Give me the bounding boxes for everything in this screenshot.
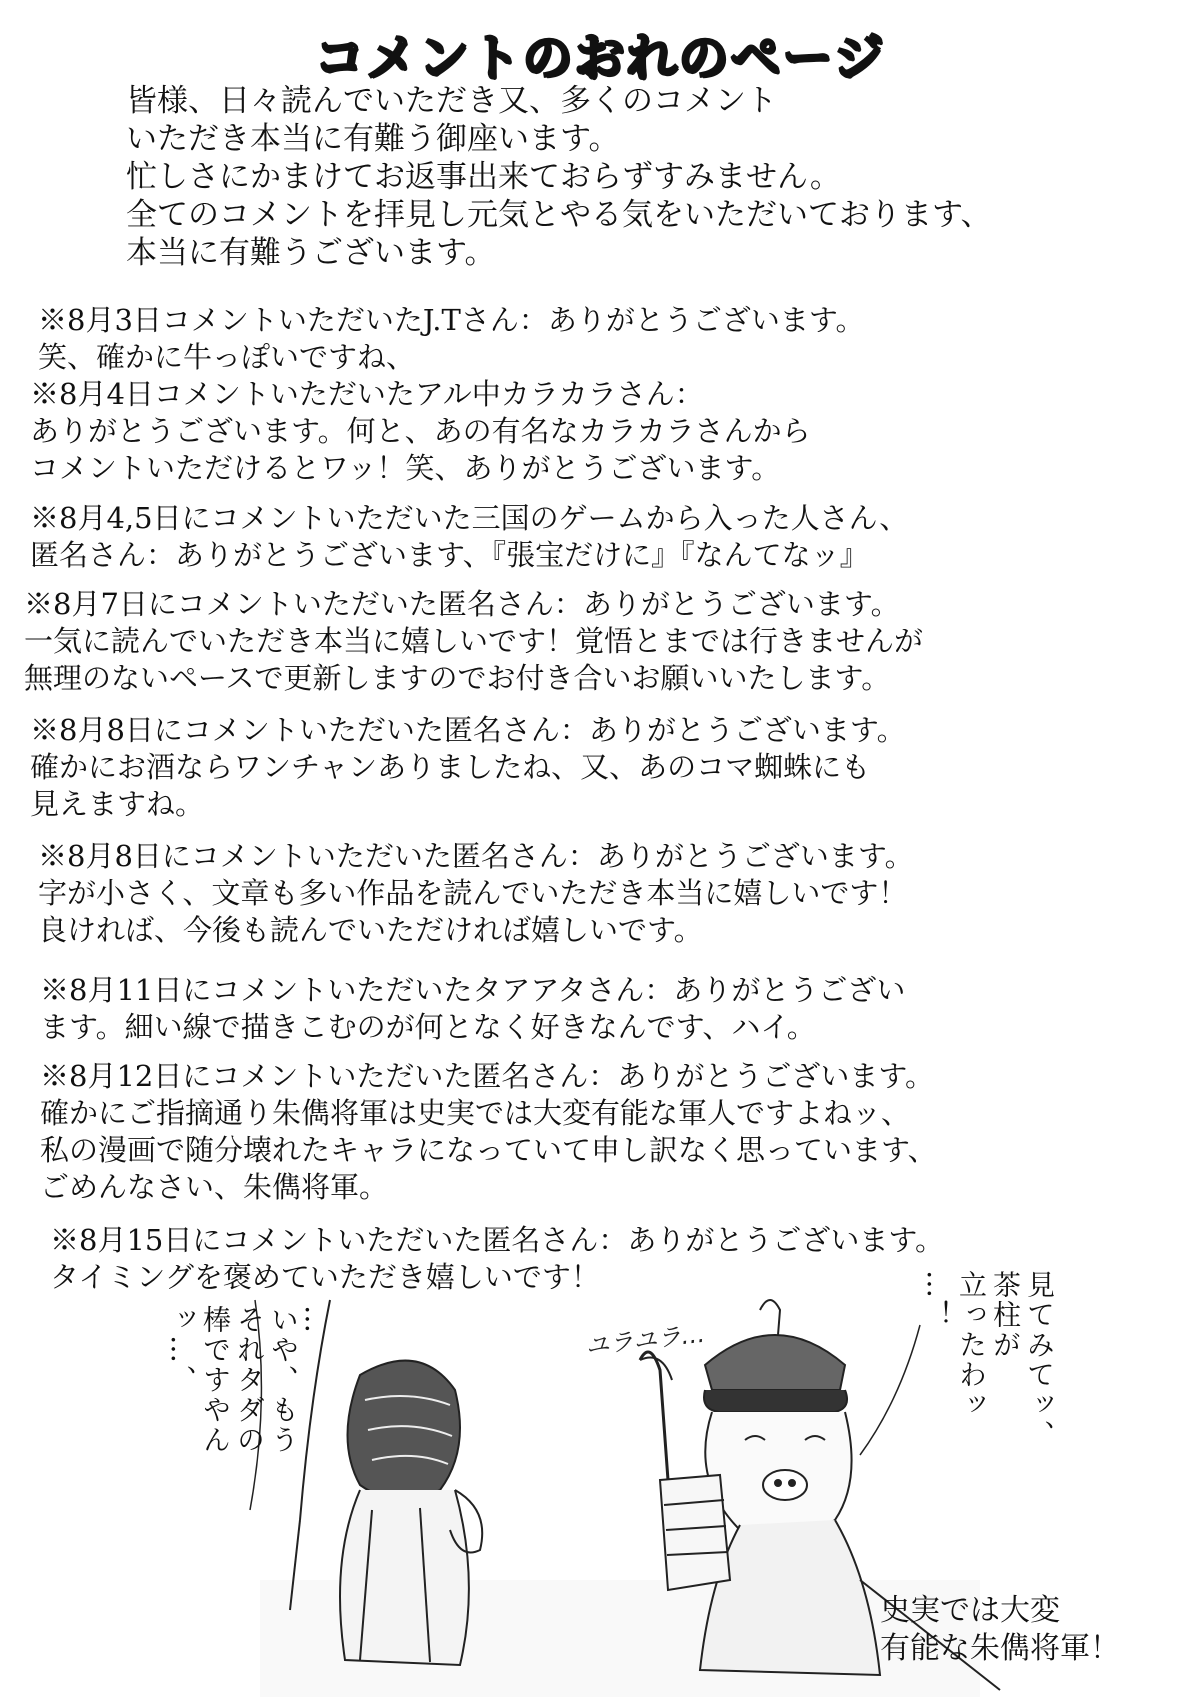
comment-reply-6 bbox=[38, 838, 914, 949]
comment-line: 匿名さん：ありがとうございます、『張宝だけに』『なんてなッ』 bbox=[30, 538, 869, 572]
comment-reply-4 bbox=[24, 586, 923, 697]
comment-reply-8 bbox=[40, 1058, 937, 1206]
intro-paragraph bbox=[126, 82, 1166, 272]
intro-line: 皆様、日々読んでいただき又、多くのコメント bbox=[126, 83, 777, 119]
intro-line: 全てのコメントを拝見し元気とやる気をいただいております、 bbox=[126, 197, 992, 233]
comment-line: 笑、確かに牛っぽいですね、 bbox=[38, 340, 416, 374]
comment-line: ※8月4,5日にコメントいただいた三国のゲームから入った人さん、 bbox=[30, 501, 909, 535]
caption-historical-note bbox=[880, 1592, 1120, 1668]
intro-line: 本当に有難うございます。 bbox=[126, 235, 496, 271]
comment-line: 確かにお酒ならワンチャンありましたね、又、あのコマ蜘蛛にも bbox=[30, 750, 871, 784]
comment-line: ※8月8日にコメントいただいた匿名さん：ありがとうございます。 bbox=[38, 839, 914, 873]
comment-line: ※8月7日にコメントいただいた匿名さん：ありがとうございます。 bbox=[24, 587, 900, 621]
comment-line: 私の漫画で随分壊れたキャラになっていて申し訳なく思っています、 bbox=[40, 1133, 937, 1167]
comment-line: ※8月4日コメントいただいたアル中カラカラさん： bbox=[30, 377, 704, 411]
comment-line: 見えますね。 bbox=[30, 787, 205, 821]
comment-line: ※8月8日にコメントいただいた匿名さん：ありがとうございます。 bbox=[30, 713, 906, 747]
comment-line: タイミングを褒めていただき嬉しいです！ bbox=[50, 1260, 600, 1294]
comment-reply-2 bbox=[30, 376, 811, 487]
comment-line: コメントいただけるとワッ！笑、ありがとうございます。 bbox=[30, 451, 781, 485]
comment-line: ありがとうございます。何と、あの有名なカラカラさんから bbox=[30, 414, 811, 448]
comment-reply-5 bbox=[30, 712, 906, 823]
intro-line: 忙しさにかまけてお返事出来ておらずすみません。 bbox=[126, 159, 841, 195]
comment-reply-1 bbox=[38, 302, 865, 376]
comment-line: ます。細い線で描きこむのが何となく好きなんです、ハイ。 bbox=[40, 1010, 816, 1044]
comment-line: 確かにご指摘通り朱儁将軍は史実では大変有能な軍人ですよねッ、 bbox=[40, 1096, 911, 1130]
comment-line: ※8月3日コメントいただいたJ.Tさん：ありがとうございます。 bbox=[38, 303, 865, 337]
intro-line: いただき本当に有難う御座います。 bbox=[126, 121, 620, 157]
page-title: コメントのおれのページ bbox=[314, 29, 886, 87]
comment-line: 無理のないペースで更新しますのでお付き合いお願いいたします。 bbox=[24, 661, 891, 695]
comment-line: 一気に読んでいただき本当に嬉しいです！覚悟とまでは行きませんが bbox=[24, 624, 924, 658]
comment-reply-3 bbox=[30, 500, 908, 574]
comment-line: ごめんなさい、朱儁将軍。 bbox=[40, 1170, 389, 1204]
speech-left-dots: … bbox=[299, 1305, 332, 1335]
comment-line: ※8月15日にコメントいただいた匿名さん：ありがとうございます。 bbox=[50, 1223, 945, 1257]
comment-line: 良ければ、今後も読んでいただければ嬉しいです。 bbox=[38, 913, 703, 947]
speech-left-bubble: いや、もう それタダの 棒ですやん ッ…、 bbox=[165, 1305, 300, 1455]
comment-line: ※8月11日にコメントいただいたタアアタさん：ありがとうござい bbox=[40, 973, 906, 1007]
comment-reply-7 bbox=[40, 972, 905, 1046]
comment-line: 字が小さく、文章も多い作品を読んでいただき本当に嬉しいです！ bbox=[38, 876, 908, 910]
sound-effect-sway: ユラユラ… bbox=[584, 1319, 707, 1361]
caption-line: 史実では大変 bbox=[880, 1593, 1060, 1628]
caption-line: 有能な朱儁将軍！ bbox=[880, 1631, 1120, 1666]
comment-line: ※8月12日にコメントいただいた匿名さん：ありがとうございます。 bbox=[40, 1059, 935, 1093]
speech-right-bubble: 見てみてッ、 茶柱が 立ったわッ …！ bbox=[921, 1270, 1056, 1450]
